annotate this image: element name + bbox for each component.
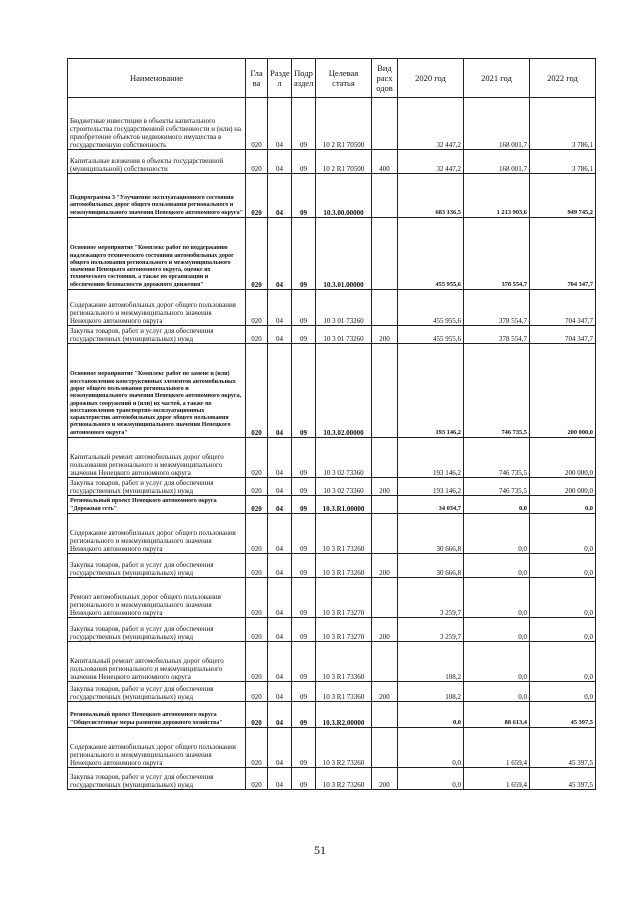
table-cell-article: 10.3.01.00000 xyxy=(316,218,372,290)
table-cell-vid xyxy=(372,218,398,290)
table-row xyxy=(68,344,596,438)
table-cell-article: 10 3 R2 73260 xyxy=(316,768,372,790)
table-cell-2021: 0,0 xyxy=(464,578,530,618)
table-cell-2020: 0,0 xyxy=(398,728,464,768)
table-cell-2021: 0,0 xyxy=(464,496,530,514)
table-cell-2021: 1 659,4 xyxy=(464,768,530,790)
table-cell-2021: 378 554,7 xyxy=(464,218,530,290)
table-cell-2021: 378 554,7 xyxy=(464,326,530,344)
table-cell-2020: 32 447,2 xyxy=(398,150,464,174)
table-cell-name: Закупка товаров, работ и услуг для обеспечения государственных (муниципальных) нужд xyxy=(68,682,246,702)
table-cell-2020: 30 666,8 xyxy=(398,554,464,578)
table-row xyxy=(68,98,596,150)
page-number: 51 xyxy=(314,843,326,857)
table-cell-name: Региональный проект Ненецкого автономного округа "Дорожная сеть" xyxy=(68,496,246,514)
table-cell-podrazdel: 09 xyxy=(292,496,316,514)
table-cell-2020: 0,0 xyxy=(398,702,464,728)
table-cell-2021: 88 613,4 xyxy=(464,702,530,728)
table-cell-name: Закупка товаров, работ и услуг для обеспечения государственных (муниципальных) нужд xyxy=(68,618,246,642)
table-cell-2022: 0,0 xyxy=(530,554,596,578)
table-cell-article: 10 3 R1 73270 xyxy=(316,618,372,642)
table-cell-2022: 0,0 xyxy=(530,496,596,514)
table-cell-vid: 200 xyxy=(372,618,398,642)
table-cell-2022: 45 397,5 xyxy=(530,702,596,728)
table-cell-article: 10.3.02.00000 xyxy=(316,344,372,438)
table-cell-article: 10 3 R1 73360 xyxy=(316,642,372,682)
table-cell-razdel: 04 xyxy=(268,618,292,642)
table-cell-podrazdel: 09 xyxy=(292,514,316,554)
table-cell-razdel: 04 xyxy=(268,642,292,682)
table-cell-2022: 0,0 xyxy=(530,578,596,618)
table-cell-name: Содержание автомобильных дорог общего пользования регионального и межмуниципального значения Ненецкого автономного округа xyxy=(68,728,246,768)
table-row xyxy=(68,478,596,496)
table-cell-2020: 455 955,6 xyxy=(398,290,464,326)
header-2020: 2020 год xyxy=(398,59,464,98)
table-cell-razdel: 04 xyxy=(268,514,292,554)
table-cell-glava: 020 xyxy=(246,514,268,554)
table-cell-glava: 020 xyxy=(246,98,268,150)
table-cell-razdel: 04 xyxy=(268,478,292,496)
table-cell-name: Капитальные вложения в объекты государственной (муниципальной) собственности xyxy=(68,150,246,174)
table-cell-razdel: 04 xyxy=(268,682,292,702)
header-podrazdel: Подр аздел xyxy=(292,59,316,98)
table-cell-glava: 020 xyxy=(246,554,268,578)
table-cell-glava: 020 xyxy=(246,642,268,682)
table-cell-razdel: 04 xyxy=(268,98,292,150)
table-cell-2021: 746 735,5 xyxy=(464,344,530,438)
table-cell-2022: 0,0 xyxy=(530,618,596,642)
budget-table xyxy=(67,58,596,790)
table-cell-2021: 1 213 903,6 xyxy=(464,174,530,218)
table-cell-name: Закупка товаров, работ и услуг для обеспечения государственных (муниципальных) нужд xyxy=(68,554,246,578)
table-cell-glava: 020 xyxy=(246,218,268,290)
table-cell-name: Содержание автомобильных дорог общего пользования регионального и межмуниципального значения Ненецкого автономного округа xyxy=(68,514,246,554)
table-cell-podrazdel: 09 xyxy=(292,478,316,496)
header-2022: 2022 год xyxy=(530,59,596,98)
table-cell-podrazdel: 09 xyxy=(292,682,316,702)
table-cell-2020: 0,0 xyxy=(398,768,464,790)
table-cell-glava: 020 xyxy=(246,682,268,702)
table-cell-vid xyxy=(372,578,398,618)
table-cell-name: Региональный проект Ненецкого автономного округа "Общесистемные меры развития дорожного хозяйства" xyxy=(68,702,246,728)
table-cell-razdel: 04 xyxy=(268,702,292,728)
table-cell-article: 10 3 02 73360 xyxy=(316,478,372,496)
table-cell-2020: 193 146,2 xyxy=(398,478,464,496)
table-cell-2022: 3 786,1 xyxy=(530,98,596,150)
table-row xyxy=(68,438,596,478)
table-cell-2022: 3 786,1 xyxy=(530,150,596,174)
table-cell-vid xyxy=(372,174,398,218)
table-cell-vid xyxy=(372,98,398,150)
table-cell-2020: 193 146,2 xyxy=(398,344,464,438)
table-cell-vid xyxy=(372,496,398,514)
table-cell-razdel: 04 xyxy=(268,578,292,618)
header-name: Наименование xyxy=(68,59,246,98)
table-cell-2021: 378 554,7 xyxy=(464,290,530,326)
table-cell-glava: 020 xyxy=(246,174,268,218)
table-cell-2020: 30 666,8 xyxy=(398,514,464,554)
table-row xyxy=(68,174,596,218)
table-cell-2021: 168 001,7 xyxy=(464,98,530,150)
table-cell-razdel: 04 xyxy=(268,728,292,768)
table-cell-article: 10 2 R1 70500 xyxy=(316,98,372,150)
table-cell-glava: 020 xyxy=(246,344,268,438)
table-cell-vid: 200 xyxy=(372,768,398,790)
table-row xyxy=(68,578,596,618)
table-cell-article: 10 3 R1 73260 xyxy=(316,514,372,554)
table-cell-glava: 020 xyxy=(246,496,268,514)
table-cell-glava: 020 xyxy=(246,728,268,768)
table-row xyxy=(68,554,596,578)
table-cell-2020: 455 955,6 xyxy=(398,218,464,290)
table-cell-razdel: 04 xyxy=(268,554,292,578)
table-cell-2021: 0,0 xyxy=(464,618,530,642)
table-cell-vid xyxy=(372,290,398,326)
table-row xyxy=(68,702,596,728)
table-row xyxy=(68,618,596,642)
table-cell-name: Закупка товаров, работ и услуг для обеспечения государственных (муниципальных) нужд xyxy=(68,326,246,344)
table-cell-2022: 704 347,7 xyxy=(530,326,596,344)
table-body xyxy=(68,98,596,790)
table-cell-vid xyxy=(372,438,398,478)
table-cell-2022: 704 347,7 xyxy=(530,290,596,326)
table-cell-razdel: 04 xyxy=(268,218,292,290)
header-razdel: Разде л xyxy=(268,59,292,98)
table-row xyxy=(68,642,596,682)
table-cell-podrazdel: 09 xyxy=(292,642,316,682)
table-cell-2022: 0,0 xyxy=(530,642,596,682)
table-cell-2020: 683 136,5 xyxy=(398,174,464,218)
table-cell-article: 10 3 R1 73260 xyxy=(316,554,372,578)
header-vid: Вид расх одов xyxy=(372,59,398,98)
table-cell-podrazdel: 09 xyxy=(292,150,316,174)
table-cell-podrazdel: 09 xyxy=(292,326,316,344)
table-cell-article: 10.3.R1.00000 xyxy=(316,496,372,514)
table-cell-2021: 746 735,5 xyxy=(464,478,530,496)
table-cell-razdel: 04 xyxy=(268,768,292,790)
table-cell-2020: 108,2 xyxy=(398,642,464,682)
table-cell-2022: 200 000,0 xyxy=(530,478,596,496)
table-cell-2021: 1 659,4 xyxy=(464,728,530,768)
table-row xyxy=(68,218,596,290)
table-cell-podrazdel: 09 xyxy=(292,290,316,326)
table-cell-2022: 0,0 xyxy=(530,682,596,702)
table-cell-name: Подпрограмма 3 "Улучшение эксплуатационного состояния автомобильных дорог общего пользования регионального и межмуниципального значения Ненецкого автономного округа" xyxy=(68,174,246,218)
table-cell-razdel: 04 xyxy=(268,344,292,438)
table-cell-2020: 193 146,2 xyxy=(398,438,464,478)
table-cell-name: Бюджетные инвестиции в объекты капитального строительства государственной собственности и (или) на приобретение объектов недвижимого имущества в государственную собственность xyxy=(68,98,246,150)
table-cell-2020: 34 034,7 xyxy=(398,496,464,514)
table-cell-podrazdel: 09 xyxy=(292,728,316,768)
table-cell-article: 10.3.00.00000 xyxy=(316,174,372,218)
table-cell-2021: 0,0 xyxy=(464,682,530,702)
table-row xyxy=(68,728,596,768)
table-cell-vid: 200 xyxy=(372,554,398,578)
table-cell-vid xyxy=(372,642,398,682)
table-cell-2021: 0,0 xyxy=(464,554,530,578)
table-cell-vid xyxy=(372,344,398,438)
table-cell-name: Закупка товаров, работ и услуг для обеспечения государственных (муниципальных) нужд xyxy=(68,768,246,790)
table-cell-glava: 020 xyxy=(246,290,268,326)
table-cell-vid: 400 xyxy=(372,150,398,174)
table-cell-article: 10 2 R1 70500 xyxy=(316,150,372,174)
table-cell-glava: 020 xyxy=(246,326,268,344)
table-cell-podrazdel: 09 xyxy=(292,702,316,728)
table-cell-glava: 020 xyxy=(246,618,268,642)
table-cell-2020: 3 259,7 xyxy=(398,618,464,642)
table-row xyxy=(68,150,596,174)
table-cell-vid xyxy=(372,702,398,728)
table-cell-glava: 020 xyxy=(246,150,268,174)
table-cell-razdel: 04 xyxy=(268,174,292,218)
table-cell-vid xyxy=(372,514,398,554)
table-cell-2020: 455 955,6 xyxy=(398,326,464,344)
table-cell-2022: 0,0 xyxy=(530,514,596,554)
table-cell-glava: 020 xyxy=(246,478,268,496)
table-cell-2022: 704 347,7 xyxy=(530,218,596,290)
table-cell-2020: 108,2 xyxy=(398,682,464,702)
table-cell-podrazdel: 09 xyxy=(292,578,316,618)
table-cell-vid: 200 xyxy=(372,326,398,344)
table-cell-2020: 3 259,7 xyxy=(398,578,464,618)
table-cell-razdel: 04 xyxy=(268,496,292,514)
table-row xyxy=(68,514,596,554)
table-cell-glava: 020 xyxy=(246,768,268,790)
table-cell-article: 10.3.R2.00000 xyxy=(316,702,372,728)
table-row xyxy=(68,682,596,702)
table-cell-podrazdel: 09 xyxy=(292,174,316,218)
table-cell-name: Капитальный ремонт автомобильных дорог общего пользования регионального и межмуниципального значения Ненецкого автономного округа xyxy=(68,438,246,478)
table-cell-podrazdel: 09 xyxy=(292,768,316,790)
table-row xyxy=(68,768,596,790)
header-article: Целевая статья xyxy=(316,59,372,98)
table-cell-article: 10 3 R2 73260 xyxy=(316,728,372,768)
table-cell-podrazdel: 09 xyxy=(292,554,316,578)
table-cell-name: Основное мероприятие "Комплекс работ по поддержанию надлежащего технического состояния автомобильных дорог общего пользования регионального и межмуниципального значения Ненецкого автономного округа, оценке их технического состояния, а также по организации и обеспечению безопасности дорожного движения" xyxy=(68,218,246,290)
table-cell-2021: 0,0 xyxy=(464,514,530,554)
table-cell-name: Закупка товаров, работ и услуг для обеспечения государственных (муниципальных) нужд xyxy=(68,478,246,496)
header-2021: 2021 год xyxy=(464,59,530,98)
table-cell-vid xyxy=(372,728,398,768)
table-cell-razdel: 04 xyxy=(268,438,292,478)
table-cell-2022: 200 000,0 xyxy=(530,438,596,478)
table-cell-2022: 45 397,5 xyxy=(530,728,596,768)
table-cell-2022: 45 397,5 xyxy=(530,768,596,790)
table-cell-article: 10 3 R1 73270 xyxy=(316,578,372,618)
table-cell-glava: 020 xyxy=(246,702,268,728)
table-cell-podrazdel: 09 xyxy=(292,98,316,150)
table-cell-name: Ремонт автомобильных дорог общего пользования регионального и межмуниципального значения Ненецкого автономного округа xyxy=(68,578,246,618)
table-header-row xyxy=(68,59,596,98)
table-row xyxy=(68,496,596,514)
table-cell-2021: 0,0 xyxy=(464,642,530,682)
table-cell-name: Основное мероприятие "Комплекс работ по замене и (или) восстановлению конструктивных элементов автомобильных дорог общего пользования регионального и межмуниципального значения Ненецкого автономного округа, дорожных сооружений и (или) их частей, а также по восстановлению транспортно-эксплуатационных характеристик автомобильных дорог общего пользования регионального и межмуниципального значения Ненецкого автономного округа" xyxy=(68,344,246,438)
table-cell-podrazdel: 09 xyxy=(292,618,316,642)
table-cell-razdel: 04 xyxy=(268,150,292,174)
table-cell-name: Капитальный ремонт автомобильных дорог общего пользования регионального и межмуниципального значения Ненецкого автономного округа xyxy=(68,642,246,682)
table-cell-article: 10 3 01 73260 xyxy=(316,326,372,344)
table-cell-podrazdel: 09 xyxy=(292,438,316,478)
table-cell-podrazdel: 09 xyxy=(292,218,316,290)
table-cell-name: Содержание автомобильных дорог общего пользования регионального и межмуниципального значения Ненецкого автономного округа xyxy=(68,290,246,326)
table-cell-2021: 168 001,7 xyxy=(464,150,530,174)
table-cell-razdel: 04 xyxy=(268,326,292,344)
table-cell-article: 10 3 02 73360 xyxy=(316,438,372,478)
table-cell-2021: 746 735,5 xyxy=(464,438,530,478)
table-row xyxy=(68,290,596,326)
table-cell-2022: 949 745,2 xyxy=(530,174,596,218)
table-cell-podrazdel: 09 xyxy=(292,344,316,438)
table-cell-vid: 200 xyxy=(372,682,398,702)
table-cell-glava: 020 xyxy=(246,578,268,618)
table-cell-article: 10 3 R1 73360 xyxy=(316,682,372,702)
table-cell-2020: 32 447,2 xyxy=(398,98,464,150)
table-cell-razdel: 04 xyxy=(268,290,292,326)
header-glava: Гла ва xyxy=(246,59,268,98)
table-cell-article: 10 3 01 73260 xyxy=(316,290,372,326)
table-cell-glava: 020 xyxy=(246,438,268,478)
table-cell-2022: 200 000,0 xyxy=(530,344,596,438)
table-row xyxy=(68,326,596,344)
table-cell-vid: 200 xyxy=(372,478,398,496)
